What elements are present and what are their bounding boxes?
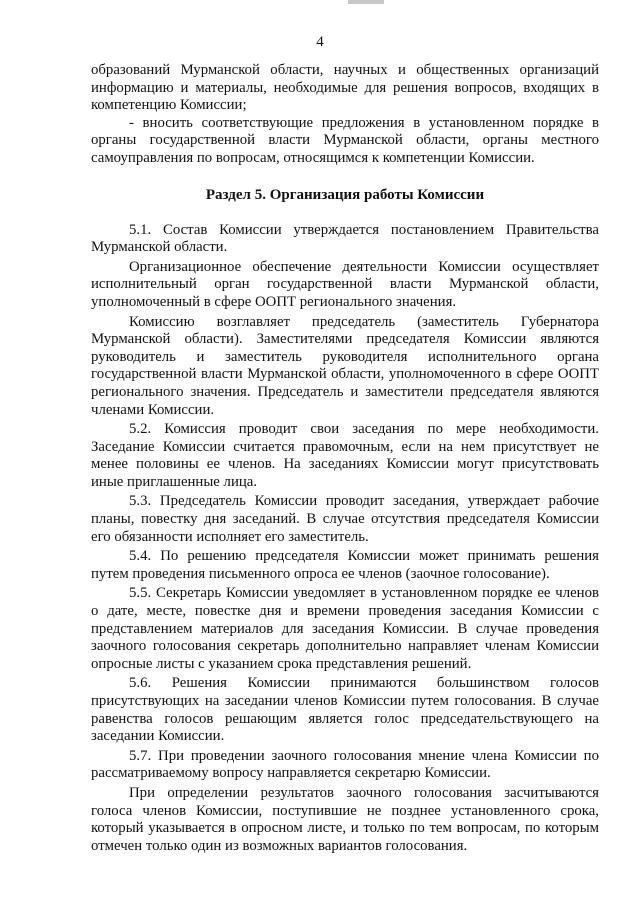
paragraph-5-5: 5.5. Секретарь Комиссии уведомляет в установленном порядке ее членов о дате, месте, повестке дня и времени проведения заседания Комиссии с представлением материалов для заседания Комиссии. В случае проведения заочного голосования секретарь дополнительно направляет членам Комиссии опросные листы с указанием срока представления решений. [91, 585, 599, 672]
document-body [91, 62, 599, 855]
paragraph-5-7: 5.7. При проведении заочного голосования мнение члена Комиссии по рассматриваемому вопросу направляется секретарю Комиссии. [91, 747, 599, 782]
section-title: Раздел 5. Организация работы Комиссии [205, 186, 485, 203]
paragraph-organization-support: Организационное обеспечение деятельности Комиссии осуществляет исполнительный орган государственной власти Мурманской области, уполномоченный в сфере ООПТ регионального значения. [91, 258, 599, 310]
paragraph-5-3: 5.3. Председатель Комиссии проводит заседания, утверждает рабочие планы, повестку дня заседаний. В случае отсутствия председателя Комиссии его обязанности исполняет его заместитель. [91, 493, 599, 545]
paragraph-5-4: 5.4. По решению председателя Комиссии может принимать решения путем проведения письменного опроса ее членов (заочное голосование). [91, 548, 599, 582]
page-number: 4 [316, 34, 324, 50]
paragraph-5-6: 5.6. Решения Комиссии принимаются большинством голосов присутствующих на заседании членов Комиссии путем голосования. В случае равенства голосов решающим является голос председательствующего на заседании Комиссии. [91, 675, 599, 745]
paragraph-5-2: 5.2. Комиссия проводит свои заседания по мере необходимости. Заседание Комиссии считается правомочным, если на нем присутствует не менее половины ее членов. На заседаниях Комиссии могут присутствовать иные приглашенные лица. [91, 421, 599, 490]
paragraph-chairman: Комиссию возглавляет председатель (заместитель Губернатора Мурманской области). Заместителями председателя Комиссии являются руководитель и заместитель руководителя исполнительного органа государственной власти Мурманской области, уполномоченного в сфере ООПТ регионального значения. Председатель и заместители председателя являются членами Комиссии. [91, 313, 599, 418]
scan-artifact [348, 0, 384, 4]
intro-paragraph-2: - вносить соответствующие предложения в установленном порядке в органы государственной власти Мурманской области, органы местного самоуправления по вопросам, относящимся к компетенции Комиссии. [91, 114, 599, 166]
intro-paragraph-1: образований Мурманской области, научных и общественных организаций информацию и материалы, необходимые для решения вопросов, входящих в компетенцию Комиссии; [91, 62, 599, 114]
paragraph-vote-results: При определении результатов заочного голосования засчитываются голоса членов Комиссии, поступившие не позднее установленного срока, который указывается в опросном листе, и только по тем вопросам, по которым отмечен только один из возможных вариантов голосования. [91, 784, 599, 854]
paragraph-5-1: 5.1. Состав Комиссии утверждается постановлением Правительства Мурманской области. [91, 221, 599, 256]
